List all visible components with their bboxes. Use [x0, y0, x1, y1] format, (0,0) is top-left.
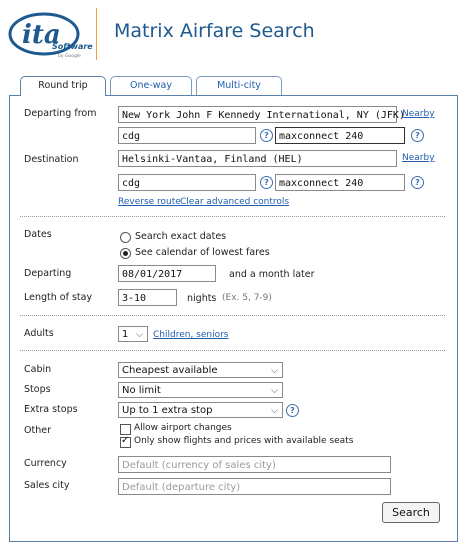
departing-from-input[interactable]: New York John F Kennedy International, NY (JFK): [118, 106, 397, 123]
extra-stops-value: Up to 1 extra stop: [122, 405, 213, 416]
page-title: Matrix Airfare Search: [114, 20, 315, 42]
cabin-select[interactable]: [118, 362, 283, 378]
header-divider: [96, 8, 97, 60]
logo-by: by Google: [58, 54, 81, 59]
logo-text: ita: [22, 20, 61, 50]
destination-extension-codes-input[interactable]: maxconnect 240: [275, 174, 405, 191]
destination-input[interactable]: Helsinki-Vantaa, Finland (HEL): [118, 150, 397, 167]
help-icon[interactable]: ?: [260, 176, 273, 189]
stops-value: No limit: [122, 385, 161, 396]
adults-select[interactable]: [118, 326, 148, 342]
radio-calendar-lowest-fares[interactable]: [120, 248, 131, 259]
nights-label: nights: [187, 293, 217, 304]
stay-hint: (Ex. 5, 7-9): [222, 293, 272, 303]
cabin-value: Cheapest available: [122, 365, 218, 376]
destination-nearby-link[interactable]: Nearby: [402, 153, 435, 163]
adults-label: Adults: [24, 328, 54, 339]
allow-airport-changes-label: Allow airport changes: [134, 423, 232, 433]
section-divider: [20, 350, 445, 351]
departing-suffix: and a month later: [229, 269, 315, 280]
section-divider: [20, 216, 445, 217]
departing-date-input[interactable]: 08/01/2017: [118, 265, 216, 282]
destination-label: Destination: [24, 154, 79, 165]
header: [0, 0, 467, 70]
currency-input[interactable]: Default (currency of sales city): [118, 456, 391, 473]
length-of-stay-label: Length of stay: [24, 292, 93, 303]
stops-select[interactable]: [118, 382, 283, 398]
other-label: Other: [24, 425, 51, 436]
cabin-label: Cabin: [24, 364, 52, 375]
departing-nearby-link[interactable]: Nearby: [402, 109, 435, 119]
logo-sub: Software: [52, 42, 93, 51]
departing-date-label: Departing: [24, 268, 72, 279]
chevron-down-icon: ⌵: [271, 366, 278, 376]
radio-exact-dates-label: Search exact dates: [135, 231, 227, 242]
only-available-seats-checkbox[interactable]: [120, 437, 131, 448]
search-form: [9, 95, 458, 542]
departing-route-language-input[interactable]: cdg: [118, 127, 256, 144]
chevron-down-icon: ⌵: [271, 386, 278, 396]
stops-label: Stops: [24, 384, 51, 395]
departing-extension-codes-input[interactable]: maxconnect 240: [275, 127, 405, 144]
allow-airport-changes-checkbox[interactable]: [120, 424, 131, 435]
departing-from-label: Departing from: [24, 108, 97, 119]
chevron-down-icon: ⌵: [136, 330, 143, 340]
section-divider: [20, 315, 445, 316]
tab-multi-city[interactable]: Multi-city: [196, 76, 282, 95]
currency-label: Currency: [24, 458, 67, 469]
tab-one-way[interactable]: One-way: [110, 76, 192, 95]
destination-route-language-input[interactable]: cdg: [118, 174, 256, 191]
help-icon[interactable]: ?: [411, 129, 424, 142]
extra-stops-label: Extra stops: [24, 404, 78, 415]
help-icon[interactable]: ?: [411, 176, 424, 189]
help-icon[interactable]: ?: [286, 404, 299, 417]
clear-advanced-controls-link[interactable]: Clear advanced controls: [180, 197, 290, 207]
reverse-route-link[interactable]: Reverse route: [118, 197, 181, 207]
children-seniors-link[interactable]: Children, seniors: [153, 330, 229, 340]
help-icon[interactable]: ?: [260, 129, 273, 142]
only-available-seats-label: Only show flights and prices with available seats: [134, 436, 354, 446]
length-of-stay-input[interactable]: 3-10: [118, 289, 177, 306]
sales-city-label: Sales city: [24, 480, 70, 491]
chevron-down-icon: ⌵: [271, 406, 278, 416]
tab-round-trip[interactable]: Round trip: [20, 76, 106, 96]
adults-value: 1: [122, 329, 129, 340]
dates-label: Dates: [24, 229, 52, 240]
sales-city-input[interactable]: Default (departure city): [118, 478, 391, 495]
radio-exact-dates[interactable]: [120, 232, 131, 243]
extra-stops-select[interactable]: [118, 402, 283, 418]
radio-calendar-label: See calendar of lowest fares: [135, 247, 270, 258]
search-button[interactable]: Search: [382, 502, 440, 523]
ita-software-logo: [8, 10, 93, 62]
